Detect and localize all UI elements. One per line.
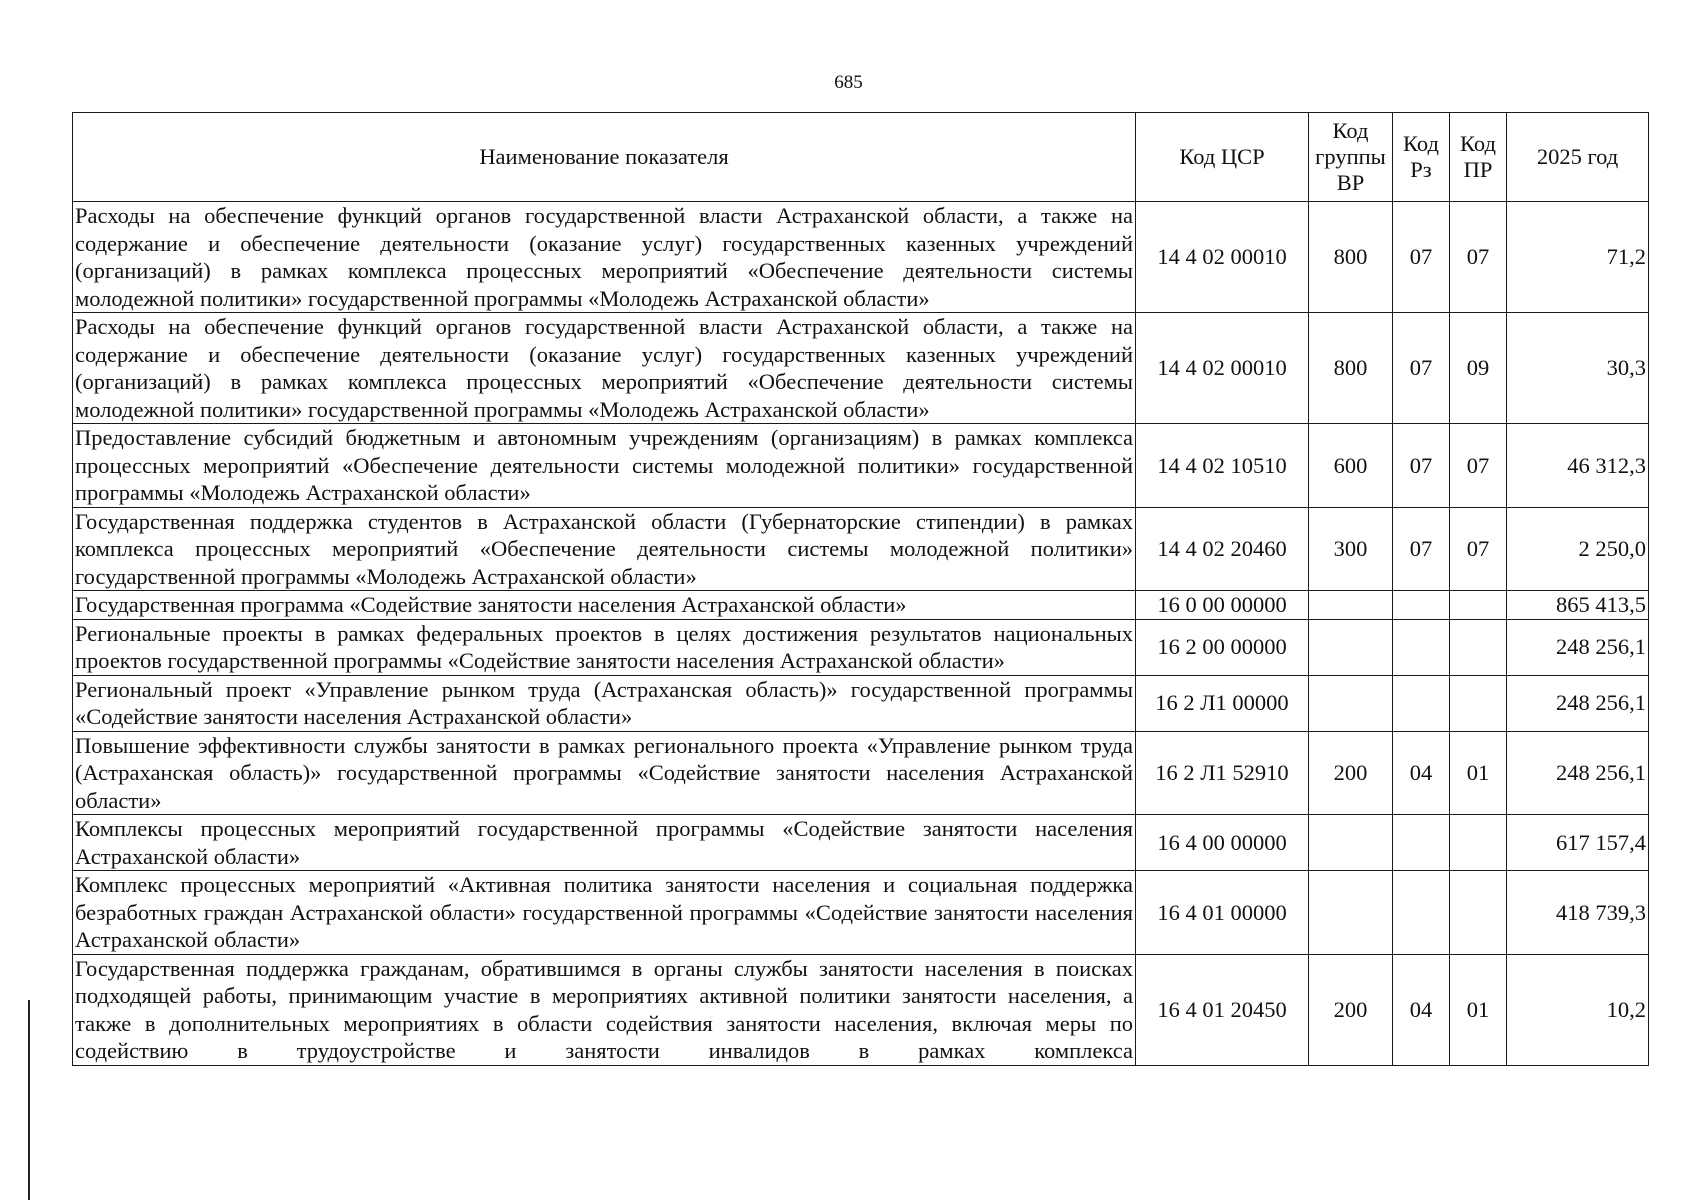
- row-vr: 300: [1309, 507, 1393, 591]
- row-rz: 04: [1393, 954, 1450, 1065]
- row-rz: [1393, 871, 1450, 955]
- row-csr: 16 4 00 00000: [1136, 815, 1309, 871]
- table-row: [73, 591, 1649, 620]
- header-csr: Код ЦСР: [1136, 113, 1309, 202]
- row-csr: 16 0 00 00000: [1136, 591, 1309, 620]
- row-amount: 865 413,5: [1507, 591, 1649, 620]
- row-csr: 14 4 02 00010: [1136, 313, 1309, 424]
- header-rz: Код Рз: [1393, 113, 1450, 202]
- row-pr: 07: [1450, 424, 1507, 508]
- table-row: [73, 675, 1649, 731]
- row-vr: [1309, 619, 1393, 675]
- row-amount: 10,2: [1507, 954, 1649, 1065]
- row-vr: [1309, 815, 1393, 871]
- row-csr: 16 2 Л1 52910: [1136, 731, 1309, 815]
- row-pr: [1450, 871, 1507, 955]
- row-name: Государственная поддержка гражданам, обратившимся в органы службы занятости населения в поисках подходящей работы, принимающим участие в мероприятиях активной политики занятости населения, а также в дополнительных мероприятиях в области содействия занятости населения, включая меры по содействию в трудоустройстве и занятости инвалидов в рамках комплекса: [73, 954, 1136, 1065]
- row-amount: 418 739,3: [1507, 871, 1649, 955]
- row-csr: 14 4 02 20460: [1136, 507, 1309, 591]
- row-rz: [1393, 619, 1450, 675]
- row-csr: 16 2 Л1 00000: [1136, 675, 1309, 731]
- row-pr: [1450, 815, 1507, 871]
- row-pr: 01: [1450, 731, 1507, 815]
- header-vr: Код группы ВР: [1309, 113, 1393, 202]
- row-vr: 800: [1309, 202, 1393, 313]
- row-amount: 617 157,4: [1507, 815, 1649, 871]
- row-amount: 248 256,1: [1507, 731, 1649, 815]
- left-margin-line: [28, 1000, 30, 1200]
- budget-table: [72, 112, 1649, 1066]
- row-name: Региональные проекты в рамках федеральных проектов в целях достижения результатов национальных проектов государственной программы «Содействие занятости населения Астраханской области»: [73, 619, 1136, 675]
- row-name: Комплексы процессных мероприятий государственной программы «Содействие занятости населения Астраханской области»: [73, 815, 1136, 871]
- row-vr: 200: [1309, 731, 1393, 815]
- row-pr: [1450, 675, 1507, 731]
- row-csr: 14 4 02 10510: [1136, 424, 1309, 508]
- row-amount: 248 256,1: [1507, 619, 1649, 675]
- row-csr: 14 4 02 00010: [1136, 202, 1309, 313]
- row-rz: 07: [1393, 313, 1450, 424]
- row-name: Предоставление субсидий бюджетным и автономным учреждениям (организациям) в рамках комплекса процессных мероприятий «Обеспечение деятельности системы молодежной политики» государственной программы «Молодежь Астраханской области»: [73, 424, 1136, 508]
- table-row: [73, 871, 1649, 955]
- row-vr: [1309, 591, 1393, 620]
- row-csr: 16 2 00 00000: [1136, 619, 1309, 675]
- row-pr: 09: [1450, 313, 1507, 424]
- row-rz: 07: [1393, 202, 1450, 313]
- row-vr: [1309, 675, 1393, 731]
- table-row: [73, 202, 1649, 313]
- header-year: 2025 год: [1507, 113, 1649, 202]
- table-row: [73, 954, 1649, 1065]
- row-amount: 30,3: [1507, 313, 1649, 424]
- row-csr: 16 4 01 00000: [1136, 871, 1309, 955]
- row-name: Комплекс процессных мероприятий «Активная политика занятости населения и социальная поддержка безработных граждан Астраханской области» государственной программы «Содействие занятости населения Астраханской области»: [73, 871, 1136, 955]
- row-rz: [1393, 675, 1450, 731]
- row-name: Расходы на обеспечение функций органов государственной власти Астраханской области, а также на содержание и обеспечение деятельности (оказание услуг) государственных казенных учреждений (организаций) в рамках комплекса процессных мероприятий «Обеспечение деятельности системы молодежной политики» государственной программы «Молодежь Астраханской области»: [73, 202, 1136, 313]
- row-rz: 07: [1393, 507, 1450, 591]
- row-amount: 248 256,1: [1507, 675, 1649, 731]
- row-name: Государственная программа «Содействие занятости населения Астраханской области»: [73, 591, 1136, 620]
- row-amount: 71,2: [1507, 202, 1649, 313]
- page-number: 685: [834, 72, 863, 93]
- table-row: [73, 507, 1649, 591]
- table-row: [73, 619, 1649, 675]
- row-pr: 07: [1450, 202, 1507, 313]
- row-vr: 200: [1309, 954, 1393, 1065]
- row-pr: [1450, 619, 1507, 675]
- row-vr: 800: [1309, 313, 1393, 424]
- row-rz: 04: [1393, 731, 1450, 815]
- row-vr: 600: [1309, 424, 1393, 508]
- table-header-row: [73, 113, 1649, 202]
- row-name: Государственная поддержка студентов в Астраханской области (Губернаторские стипендии) в рамках комплекса процессных мероприятий «Обеспечение деятельности системы молодежной политики» государственной программы «Молодежь Астраханской области»: [73, 507, 1136, 591]
- row-vr: [1309, 871, 1393, 955]
- row-rz: 07: [1393, 424, 1450, 508]
- row-csr: 16 4 01 20450: [1136, 954, 1309, 1065]
- table-row: [73, 424, 1649, 508]
- row-pr: 01: [1450, 954, 1507, 1065]
- row-name: Повышение эффективности службы занятости в рамках регионального проекта «Управление рынком труда (Астраханская область)» государственной программы «Содействие занятости населения Астраханской области»: [73, 731, 1136, 815]
- row-pr: [1450, 591, 1507, 620]
- header-name: Наименование показателя: [73, 113, 1136, 202]
- row-pr: 07: [1450, 507, 1507, 591]
- table-row: [73, 731, 1649, 815]
- table-row: [73, 815, 1649, 871]
- row-amount: 46 312,3: [1507, 424, 1649, 508]
- row-name: Региональный проект «Управление рынком труда (Астраханская область)» государственной программы «Содействие занятости населения Астраханской области»: [73, 675, 1136, 731]
- row-name: Расходы на обеспечение функций органов государственной власти Астраханской области, а также на содержание и обеспечение деятельности (оказание услуг) государственных казенных учреждений (организаций) в рамках комплекса процессных мероприятий «Обеспечение деятельности системы молодежной политики» государственной программы «Молодежь Астраханской области»: [73, 313, 1136, 424]
- header-pr: Код ПР: [1450, 113, 1507, 202]
- row-amount: 2 250,0: [1507, 507, 1649, 591]
- row-rz: [1393, 815, 1450, 871]
- table-row: [73, 313, 1649, 424]
- row-rz: [1393, 591, 1450, 620]
